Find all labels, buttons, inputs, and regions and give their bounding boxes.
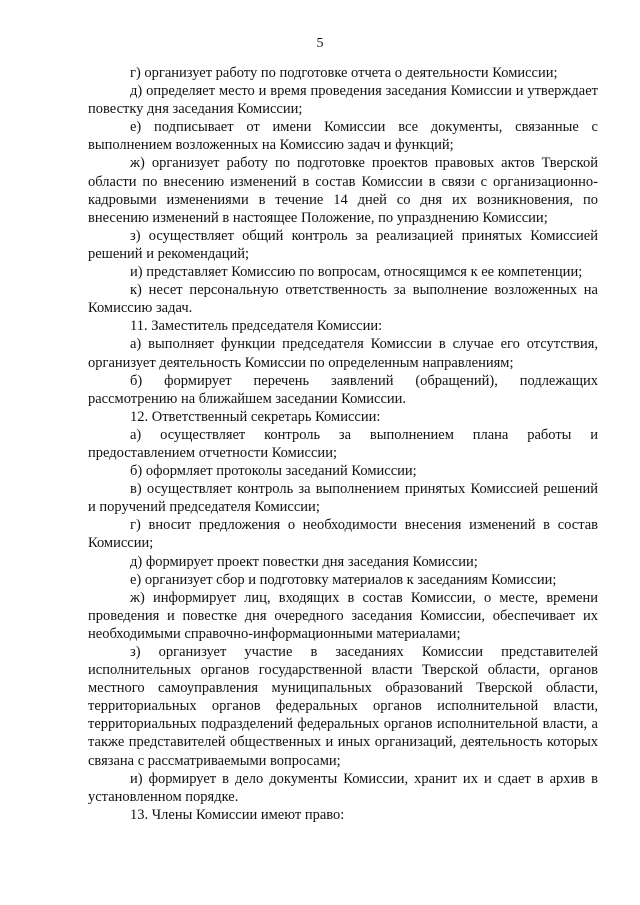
section-11-heading: 11. Заместитель председателя Комиссии:	[130, 318, 383, 335]
paragraph-12-i: и) формирует в дело документы Комиссии, хранит их и сдает в архив в установленном порядке.	[88, 770, 598, 805]
paragraph-12-z: з) организует участие в заседаниях Комиссии представителей исполнительных органов государственной власти Тверской области, органов местного самоуправления муниципальных образований Тверской области, территориальных органов федеральных органов исполнительной власти, территориальных подразделений федеральных органов исполнительной власти, а также представителей общественных и иных организаций, деятельность которых связана с рассматриваемыми вопросами;	[88, 644, 598, 769]
paragraph-z-general-control: з) осуществляет общий контроль за реализацией принятых Комиссией решений и рекомендаций;	[88, 227, 598, 262]
paragraph-i-represents: и) представляет Комиссию по вопросам, относящимся к ее компетенции;	[130, 264, 583, 281]
page-number: 5	[316, 36, 324, 51]
paragraph-d-meeting-place: д) определяет место и время проведения заседания Комиссии и утверждает повестку дня заседания Комиссии;	[88, 83, 598, 118]
paragraph-12-v: в) осуществляет контроль за выполнением принятых Комиссией решений и поручений председателя Комиссии;	[88, 481, 598, 516]
paragraph-11-a: а) выполняет функции председателя Комиссии в случае его отсутствия, организует деятельность Комиссии по определенным направлениям;	[88, 336, 598, 371]
paragraph-12-b: б) оформляет протоколы заседаний Комиссии;	[130, 463, 417, 480]
section-12-heading: 12. Ответственный секретарь Комиссии:	[130, 408, 381, 425]
document-body	[88, 64, 598, 824]
section-13-heading: 13. Члены Комиссии имеют право:	[130, 806, 345, 823]
paragraph-12-zh: ж) информирует лиц, входящих в состав Комиссии, о месте, времени проведения и повестке дня очередного заседания Комиссии, обеспечивает их необходимыми справочно-информационными материалами;	[88, 589, 598, 642]
paragraph-12-g: г) вносит предложения о необходимости внесения изменений в состав Комиссии;	[88, 517, 598, 552]
paragraph-12-e: е) организует сбор и подготовку материалов к заседаниям Комиссии;	[130, 571, 557, 588]
paragraph-k-responsibility: к) несет персональную ответственность за выполнение возложенных на Комиссию задач.	[88, 282, 598, 317]
paragraph-zh-legal-acts: ж) организует работу по подготовке проектов правовых актов Тверской области по внесению изменений в состав Комиссии в связи с организационно-кадровыми изменениями в течение 14 дней со дня их возникновения, по внесению изменений в настоящее Положение, по упразднению Комиссии;	[88, 155, 598, 226]
paragraph-12-d: д) формирует проект повестки дня заседания Комиссии;	[130, 553, 478, 570]
paragraph-g-report: г) организует работу по подготовке отчета о деятельности Комиссии;	[130, 65, 558, 81]
paragraph-12-a: а) осуществляет контроль за выполнением плана работы и предоставлением отчетности Комиссии;	[88, 426, 598, 461]
paragraph-e-signs-documents: е) подписывает от имени Комиссии все документы, связанные с выполнением возложенных на Комиссию задач и функций;	[88, 119, 598, 154]
paragraph-11-b: б) формирует перечень заявлений (обращений), подлежащих рассмотрению на ближайшем заседании Комиссии.	[88, 372, 598, 407]
